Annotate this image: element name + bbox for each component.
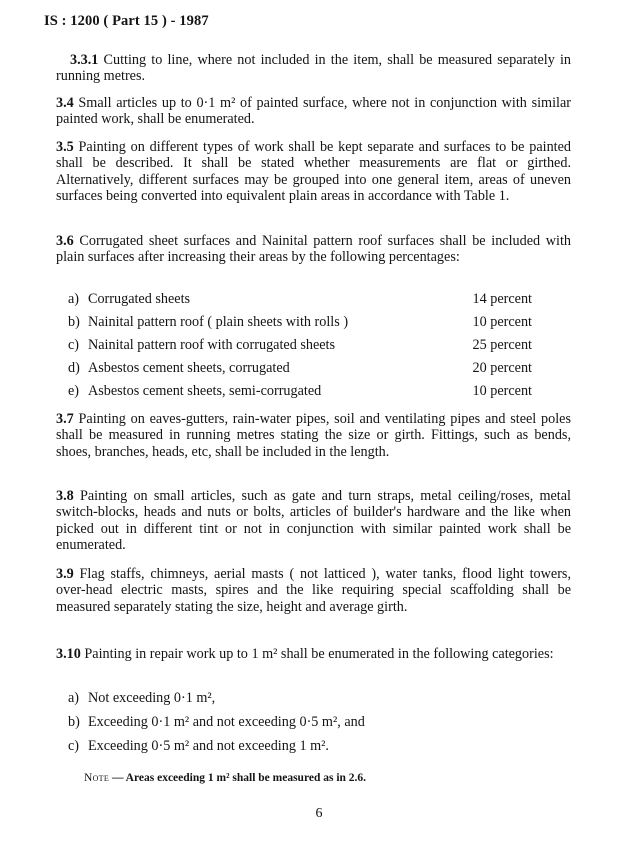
page-number: 6	[315, 806, 323, 821]
list-label: Nainital pattern roof ( plain sheets with rolls )	[88, 314, 349, 330]
clause-3-6	[56, 233, 571, 266]
clause-text: Painting in repair work up to 1 m² shall be enumerated in the following categories:	[80, 646, 554, 662]
clause-text: Painting on different types of work shall be kept separate and surfaces to be painted shall be described. It shall be stated whether measurements are flat or girthed. Alternatively, different surfaces may be grouped into one general item, areas of uneven surfaces being converted into equivalent plain areas in accordance with Table 1.	[56, 139, 571, 204]
list-label: Not exceeding 0·1 m²,	[88, 690, 216, 706]
list-marker: b)	[68, 714, 80, 730]
percentage-value: 10 percent	[472, 383, 532, 399]
clause-text: Corrugated sheet surfaces and Nainital pattern roof surfaces shall be included with plain surfaces after increasing their areas by the following percentages:	[56, 233, 571, 266]
note	[84, 772, 366, 784]
clause-3-5	[56, 139, 571, 204]
list-marker: b)	[68, 314, 80, 330]
clause-number: 3.3.1	[70, 52, 99, 68]
percentage-value: 14 percent	[472, 291, 532, 307]
clause-text: Cutting to line, where not included in the item, shall be measured separately in running metres.	[56, 52, 571, 85]
clause-number: 3.4	[56, 95, 74, 111]
list-marker: d)	[68, 360, 80, 376]
list-label: Nainital pattern roof with corrugated sheets	[88, 337, 336, 353]
clause-number: 3.9	[56, 566, 74, 582]
category-item	[68, 690, 532, 707]
percentage-item	[68, 383, 532, 400]
clause-3-8	[56, 488, 571, 553]
percentage-value: 10 percent	[472, 314, 532, 330]
percentage-value: 25 percent	[472, 337, 532, 353]
list-marker: a)	[68, 690, 80, 706]
list-label: Asbestos cement sheets, corrugated	[88, 360, 290, 376]
clause-number: 3.10	[56, 646, 81, 662]
list-label: Asbestos cement sheets, semi-corrugated	[88, 383, 322, 399]
list-marker: a)	[68, 291, 80, 307]
note-text: — Areas exceeding 1 m² shall be measured as in 2.6.	[109, 772, 367, 784]
list-marker: c)	[68, 738, 80, 754]
list-marker: c)	[68, 337, 80, 353]
clause-text: Painting on eaves-gutters, rain-water pipes, soil and ventilating pipes and steel poles shall be measured in running metres stating the size or girth. Fittings, such as bends, shoes, branches, heads, etc, shall be included in the length.	[56, 411, 571, 460]
clause-3-7	[56, 411, 571, 460]
document-header: IS : 1200 ( Part 15 ) - 1987	[44, 13, 209, 29]
clause-3-9	[56, 566, 571, 615]
list-label: Exceeding 0·1 m² and not exceeding 0·5 m², and	[88, 714, 365, 730]
percentage-item	[68, 291, 532, 308]
percentage-value: 20 percent	[472, 360, 532, 376]
clause-3-3-1	[56, 52, 571, 85]
clause-text: Small articles up to 0·1 m² of painted surface, where not in conjunction with similar painted work, shall be enumerated.	[56, 95, 571, 128]
clause-number: 3.6	[56, 233, 74, 249]
clause-text: Flag staffs, chimneys, aerial masts ( not latticed ), water tanks, flood light towers, over-head electric masts, spires and the like requiring special scaffolding shall be measured separately stating the size, height and average girth.	[56, 566, 571, 615]
list-label: Exceeding 0·5 m² and not exceeding 1 m².	[88, 738, 329, 754]
clause-text: Painting on small articles, such as gate and turn straps, metal ceiling/roses, metal switch-blocks, heads and nuts or bolts, articles of builder's hardware and the like when picked out in different tint or not in conjunction with similar painted work shall be enumerated.	[56, 488, 571, 553]
clause-number: 3.7	[56, 411, 74, 427]
clause-3-4	[56, 95, 571, 128]
percentage-item	[68, 337, 532, 354]
category-item	[68, 738, 532, 755]
list-label: Corrugated sheets	[88, 291, 191, 307]
percentage-item	[68, 314, 532, 331]
percentage-item	[68, 360, 532, 377]
clause-3-10	[56, 646, 571, 662]
clause-number: 3.5	[56, 139, 74, 155]
clause-number: 3.8	[56, 488, 74, 504]
note-label: Note	[84, 772, 110, 784]
category-item	[68, 714, 532, 731]
list-marker: e)	[68, 383, 80, 399]
